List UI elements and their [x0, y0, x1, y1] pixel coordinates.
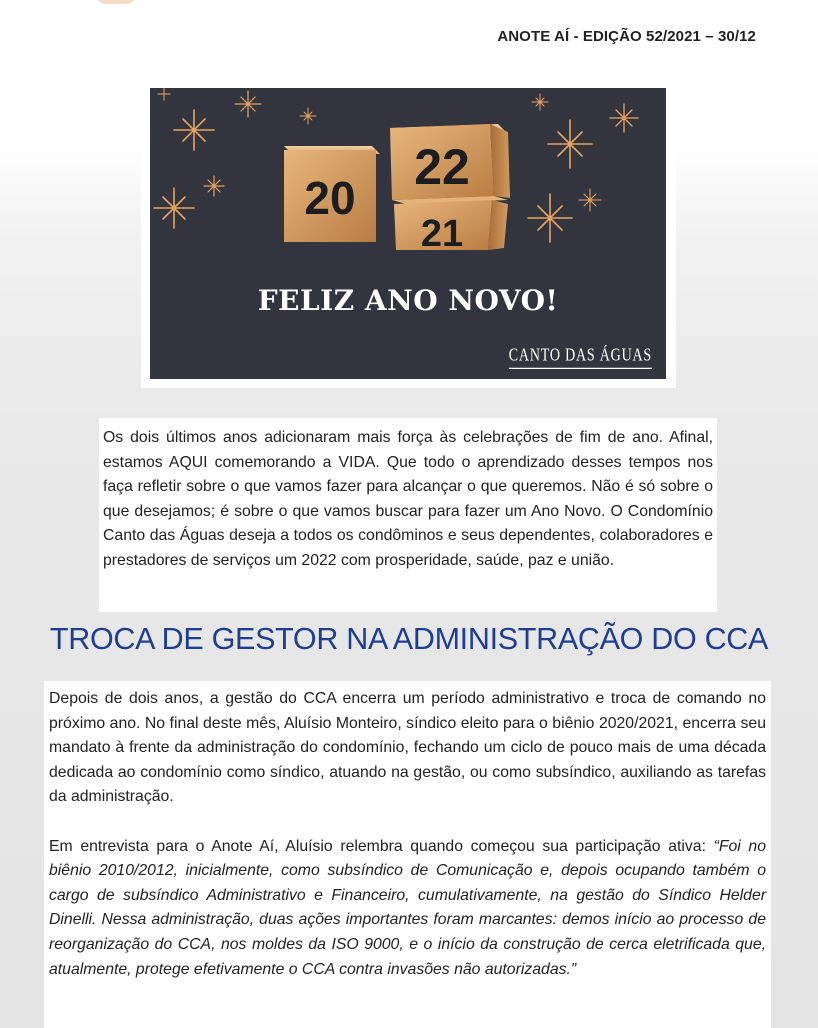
cube-21 — [392, 196, 508, 255]
sparkle-icon — [154, 188, 194, 228]
corner-logo-fragment — [96, 0, 136, 4]
paragraph-2-lead: Em entrevista para o Anote Aí, Aluísio relembra quando começou sua participação ativa: — [49, 837, 714, 855]
sparkle-icon — [528, 194, 572, 242]
article-box — [44, 681, 771, 1028]
canto-das-aguas-logo: CANTO DAS ÁGUAS — [509, 347, 652, 370]
sparkle-icon — [174, 110, 214, 150]
paragraph-2-quote: “Foi no biênio 2010/2012, inicialmente, como subsíndico de Comunicação e, depois ocupando também o cargo de subsíndico Administrativo e Financeiro, cumulativamente, na gestão do Síndico Helder Dinelli. Nessa administração, duas ações importantes foram marcantes: demos início ao processo de reorganização do CCA, nos moldes da ISO 9000, e o início da construção de cerca eletrificada que, atualmente, protege efetivamente o CCA contra invasões não autorizadas.” — [49, 837, 766, 978]
sparkle-icon — [158, 88, 170, 100]
greeting-text: FELIZ ANO NOVO! — [257, 284, 559, 317]
cube-22 — [390, 124, 510, 200]
article-paragraph-2 — [49, 835, 766, 983]
cube-top-number: 22 — [414, 139, 470, 195]
sparkle-icon — [548, 120, 592, 168]
cube-bottom-number: 21 — [420, 213, 464, 255]
article-paragraph-1: Depois de dois anos, a gestão do CCA encerra um período administrativo e troca de comando no próximo ano. No final deste mês, Aluísio Monteiro, síndico eleito para o biênio 2020/2021, encerra seu mandato à frente da administração do condomínio, fechando um ciclo de pouco mais de uma década dedicada ao condomínio como síndico, atuando na gestão, ou como subsíndico, auxiliando as tarefas da administração. — [49, 690, 766, 806]
intro-box — [99, 418, 717, 612]
sparkle-icon — [204, 176, 224, 196]
sparkle-icon — [300, 108, 316, 124]
sparkle-icon — [235, 91, 261, 117]
article-title: TROCA DE GESTOR NA ADMINISTRAÇÃO DO CCA — [49, 622, 769, 656]
edition-header: ANOTE AÍ - EDIÇÃO 52/2021 – 30/12 — [497, 28, 756, 45]
cube-left-number: 20 — [304, 172, 356, 224]
cube-20 — [284, 146, 380, 242]
intro-paragraph: Os dois últimos anos adicionaram mais força às celebrações de fim de ano. Afinal, estamos AQUI comemorando a VIDA. Que todo o aprendizado desses tempos nos faça refletir sobre o que vamos fazer para alcançar o que queremos. Não é só sobre o que desejamos; é sobre o que vamos buscar para fazer um Ano Novo. O Condomínio Canto das Águas deseja a todos os condôminos e seus dependentes, colaboradores e prestadores de serviços um 2022 com prosperidade, saúde, paz e união. — [103, 429, 713, 569]
sparkle-icon — [610, 104, 638, 132]
new-year-banner — [150, 88, 666, 379]
banner-artwork — [150, 88, 666, 379]
sparkle-icon — [532, 94, 548, 110]
sparkle-icon — [579, 189, 601, 211]
